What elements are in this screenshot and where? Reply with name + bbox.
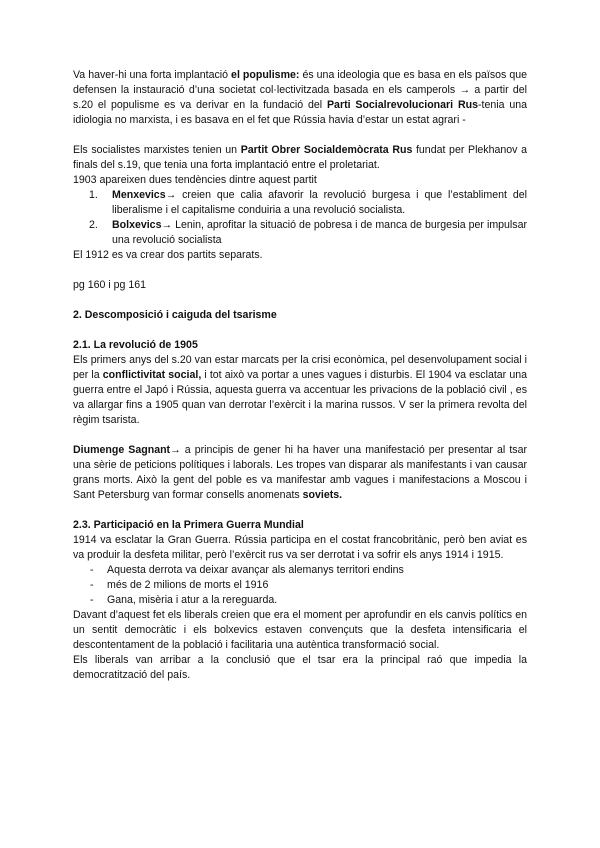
page-reference: pg 160 i pg 161 <box>73 279 147 291</box>
text: → Lenin, aprofitar la situació de pobresa i de manca de burgesia per impulsar una revolució socialista <box>112 219 527 246</box>
term-soviets: soviets. <box>302 489 343 501</box>
text: Els socialistes marxistes tenien un <box>73 144 241 156</box>
paragraph-1905 <box>73 353 527 428</box>
term-partit-obrer: Partit Obrer Socialdemòcrata Rus <box>240 144 413 156</box>
list-dash: - <box>90 564 94 576</box>
list-item <box>73 188 527 218</box>
term-diumenge-sagnant: Diumenge Sagnant <box>73 444 171 456</box>
paragraph-conclusion: Els liberals van arribar a la conclusió que el tsar era la principal raó que impedia la democratització del país. <box>73 654 527 681</box>
list-number: 2. <box>89 219 98 231</box>
term-conflictivitat: conflictivitat social, <box>102 369 202 381</box>
list-item <box>73 563 527 578</box>
section-heading: 2. Descomposició i caiguda del tsarisme <box>73 309 277 321</box>
text: fundat per Plekhanov a finals del s.19, que tenia una forta implantació entre el proletariat. <box>73 144 527 171</box>
list-item <box>73 218 527 248</box>
list-item <box>73 593 527 608</box>
subsection-heading: 2.3. Participació en la Primera Guerra Mundial <box>73 519 304 531</box>
term-parti-socialrevolucionari: Parti Socialrevolucionari Rus <box>326 99 478 111</box>
text: Els primers anys del s.20 van estar marcats per la crisi econòmica, pel desenvolupament social i per la <box>73 354 527 381</box>
paragraph-1914: 1914 va esclatar la Gran Guerra. Rússia participa en el costat francobritànic, però ben aviat es va produir la desfeta militar, però l’exèrcit rus va ser derrotat i va sofrir els anys 1914 i 1915. <box>73 534 527 561</box>
text: més de 2 milions de morts el 1916 <box>107 579 269 591</box>
text: i tot això va portar a unes vagues i disturbis. El 1904 va esclatar una guerra entre el Japó i Rússia, aquesta guerra va accentuar les privacions de la població civil , es va allargar fins a 1905 quan van derrotar l’exèrcit i la marina russos. V ser la primera revolta del règim tsarista. <box>73 369 527 426</box>
subsection-heading: 2.1. La revolució de 1905 <box>73 339 198 351</box>
document-page <box>73 68 527 683</box>
paragraph-populism <box>73 68 527 128</box>
consequences-list <box>73 563 527 608</box>
paragraph-marxists <box>73 143 527 173</box>
list-number: 1. <box>89 189 98 201</box>
list-dash: - <box>90 579 94 591</box>
list-item <box>73 578 527 593</box>
text: Aquesta derrota va deixar avançar als alemanys territori endins <box>107 564 404 576</box>
text: Va haver-hi una forta implantació <box>73 69 232 81</box>
text: Gana, misèria i atur a la rereguarda. <box>107 594 278 606</box>
tendencies-list <box>73 188 527 248</box>
term-menxevics: Menxevics <box>112 189 166 201</box>
paragraph-1912: El 1912 es va crear dos partits separats. <box>73 249 263 261</box>
text: és una ideologia que es basa en els països que defensen la instauració d’una societat col·lectivitzada basada en els camperols → a partir del s.20 el populisme es va derivar en la fundació del <box>73 69 528 111</box>
paragraph-1903: 1903 apareixen dues tendències dintre aquest partit <box>73 174 317 186</box>
paragraph-diumenge-sagnant <box>73 443 527 503</box>
list-dash: - <box>90 594 94 606</box>
text: → creien que calia afavorir la revolució burgesa i que l’establiment del liberalisme i el capitalisme conduiria a una revolució socialista. <box>112 189 527 216</box>
text: → a principis de gener hi ha haver una manifestació per presentar al tsar una sèrie de peticions polítiques i laborals. Les tropes van disparar als manifestants i van causar grans morts. Això la gent del poble es va manifestar amb vagues i manifestacions a Moscou i Sant Petersburg van formar consells anomenats <box>73 444 527 501</box>
text: -tenia una idiologia no marxista, i es basava en el fet que Rússia havia d’estar un estat agrari - <box>73 99 528 126</box>
term-bolxevics: Bolxevics <box>112 219 162 231</box>
term-populism: el populisme: <box>231 69 300 81</box>
paragraph-liberals: Davant d’aquest fet els liberals creien que era el moment per aprofundir en els canvis polítics en un sentit democràtic i els bolxevics estaven convençuts que la desfeta intensificaria el descontentament de la població i facilitaria una autèntica transformació social. <box>73 609 527 651</box>
